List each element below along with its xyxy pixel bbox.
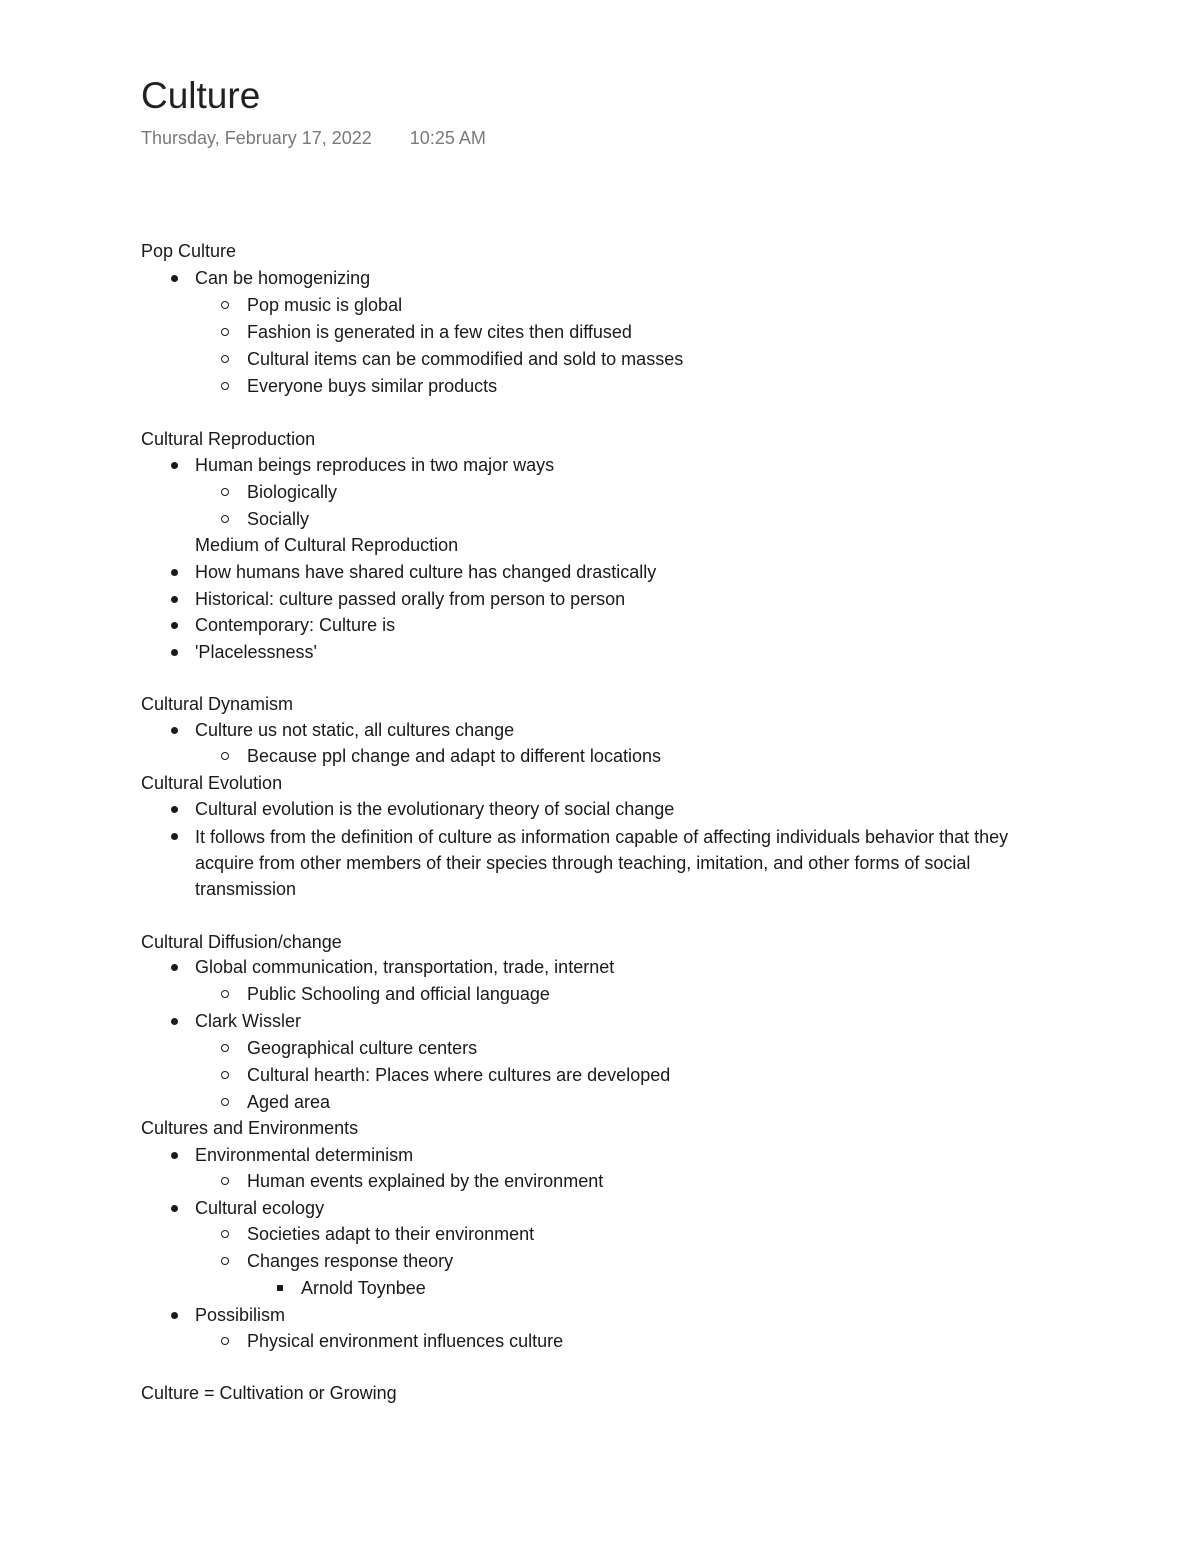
bullet-icon: [171, 649, 178, 656]
page-title: Culture: [141, 75, 261, 116]
list-item: Arnold Toynbee: [301, 1276, 426, 1300]
heading-cultural-reproduction: Cultural Reproduction: [141, 429, 316, 449]
bullet-icon: [171, 622, 178, 629]
list-item: Cultural evolution is the evolutionary theory of social change: [195, 797, 674, 821]
bullet-icon: [171, 569, 178, 576]
bullet-icon: [171, 1018, 178, 1025]
circle-bullet-icon: [221, 382, 229, 390]
list-item: How humans have shared culture has changed drastically: [195, 560, 656, 584]
list-item: Pop music is global: [247, 293, 402, 317]
circle-bullet-icon: [221, 990, 229, 998]
list-item: Can be homogenizing: [195, 266, 370, 290]
list-item: Physical environment influences culture: [247, 1329, 563, 1353]
list-item: Possibilism: [195, 1303, 285, 1327]
list-item: Human beings reproduces in two major ways: [195, 453, 554, 477]
list-item: Historical: culture passed orally from person to person: [195, 587, 625, 611]
note-timestamp: [141, 126, 486, 150]
list-item: Cultural hearth: Places where cultures are developed: [247, 1063, 670, 1087]
bullet-icon: [171, 1205, 178, 1212]
circle-bullet-icon: [221, 355, 229, 363]
note-date: Thursday, February 17, 2022: [141, 128, 372, 148]
circle-bullet-icon: [221, 1177, 229, 1185]
list-item: Socially: [247, 507, 309, 531]
bullet-icon: [171, 275, 178, 282]
circle-bullet-icon: [221, 1044, 229, 1052]
list-item: Contemporary: Culture is: [195, 613, 395, 637]
list-item: Aged area: [247, 1090, 330, 1114]
circle-bullet-icon: [221, 1257, 229, 1265]
heading-cultural-diffusion: Cultural Diffusion/change: [141, 932, 342, 952]
heading-cultural-evolution: Cultural Evolution: [141, 773, 283, 793]
bullet-icon: [171, 727, 178, 734]
circle-bullet-icon: [221, 515, 229, 523]
subheading-medium: Medium of Cultural Reproduction: [195, 535, 459, 555]
list-item: Environmental determinism: [195, 1143, 413, 1167]
note-time: 10:25 AM: [409, 128, 486, 148]
list-item: Human events explained by the environment: [247, 1169, 603, 1193]
closing-line: Culture = Cultivation or Growing: [141, 1383, 397, 1403]
bullet-icon: [171, 964, 178, 971]
circle-bullet-icon: [221, 1337, 229, 1345]
bullet-icon: [171, 1312, 178, 1319]
list-item: Public Schooling and official language: [247, 982, 550, 1006]
list-item: Because ppl change and adapt to different locations: [247, 744, 661, 768]
list-item: Everyone buys similar products: [247, 374, 497, 398]
list-item: Clark Wissler: [195, 1009, 301, 1033]
list-item: Fashion is generated in a few cites then diffused: [247, 320, 632, 344]
circle-bullet-icon: [221, 1071, 229, 1079]
list-item: Societies adapt to their environment: [247, 1222, 534, 1246]
list-item: Cultural items can be commodified and sold to masses: [247, 347, 683, 371]
heading-pop-culture: Pop Culture: [141, 241, 237, 261]
list-item: Biologically: [247, 480, 337, 504]
list-item: Global communication, transportation, trade, internet: [195, 955, 614, 979]
list-item: 'Placelessness': [195, 640, 317, 664]
list-item: Geographical culture centers: [247, 1036, 477, 1060]
square-bullet-icon: [277, 1285, 283, 1291]
bullet-icon: [171, 1152, 178, 1159]
bullet-icon: [171, 833, 178, 840]
list-item: It follows from the definition of culture as information capable of affecting individuals behavior that they acquire from other members of their species through teaching, imitation, and other forms of social transmission: [195, 824, 1035, 902]
list-item: Cultural ecology: [195, 1196, 324, 1220]
circle-bullet-icon: [221, 1230, 229, 1238]
list-item: Culture us not static, all cultures change: [195, 718, 514, 742]
bullet-icon: [171, 596, 178, 603]
bullet-icon: [171, 806, 178, 813]
bullet-icon: [171, 462, 178, 469]
heading-cultural-dynamism: Cultural Dynamism: [141, 694, 294, 714]
heading-cultures-environments: Cultures and Environments: [141, 1118, 359, 1138]
circle-bullet-icon: [221, 301, 229, 309]
circle-bullet-icon: [221, 488, 229, 496]
circle-bullet-icon: [221, 328, 229, 336]
circle-bullet-icon: [221, 1098, 229, 1106]
circle-bullet-icon: [221, 752, 229, 760]
list-item: Changes response theory: [247, 1249, 453, 1273]
